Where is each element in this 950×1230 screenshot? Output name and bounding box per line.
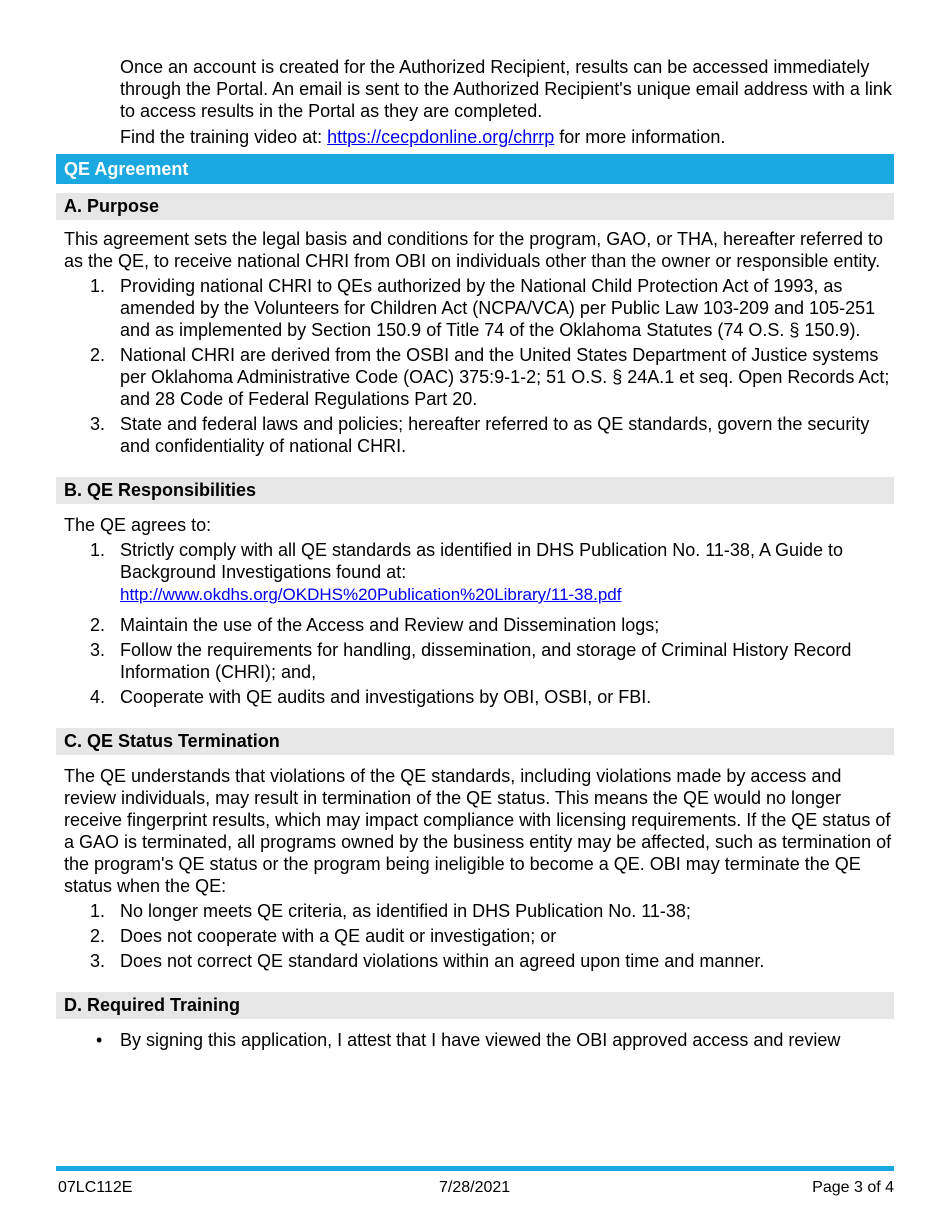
list-text <box>120 539 894 606</box>
list-number: 1. <box>90 276 106 296</box>
list-text: No longer meets QE criteria, as identified in DHS Publication No. 11-38; <box>120 901 691 921</box>
list-number: 2. <box>90 615 106 635</box>
purpose-heading: A. Purpose <box>56 193 894 220</box>
page-footer <box>56 1178 894 1198</box>
list-text: By signing this application, I attest that I have viewed the OBI approved access and review <box>120 1030 841 1050</box>
training-video-paragraph <box>120 126 894 148</box>
list-item <box>56 275 894 341</box>
list-item <box>56 925 894 947</box>
list-item <box>56 686 894 708</box>
termination-heading: C. QE Status Termination <box>56 728 894 755</box>
footer-date: 7/28/2021 <box>439 1179 511 1196</box>
responsibilities-list <box>56 539 894 708</box>
list-number: 2. <box>90 345 106 365</box>
list-item <box>56 639 894 683</box>
list-item <box>56 1029 894 1051</box>
footer-form-id: 07LC112E <box>58 1179 133 1196</box>
bullet-icon: • <box>96 1030 103 1050</box>
qe-agreement-header: QE Agreement <box>56 154 894 184</box>
list-item <box>56 900 894 922</box>
list-number: 4. <box>90 687 106 707</box>
list-text: Providing national CHRI to QEs authorized by the National Child Protection Act of 1993, as amended by the Volunteers for Children Act (NCPA/VCA) per Public Law 103-209 and 105-251 and as implemented by Section 150.9 of Title 74 of the Oklahoma Statutes (74 O.S. § 150.9). <box>120 276 876 340</box>
training-video-link[interactable]: https://cecpdonline.org/chrrp <box>327 127 555 147</box>
footer-page-number: Page 3 of 4 <box>812 1179 894 1196</box>
footer-divider <box>56 1166 894 1171</box>
list-item <box>56 413 894 457</box>
training-heading: D. Required Training <box>56 992 894 1019</box>
list-number: 3. <box>90 414 106 434</box>
list-item <box>56 950 894 972</box>
purpose-text: This agreement sets the legal basis and conditions for the program, GAO, or THA, hereafter referred to as the QE, to receive national CHRI from OBI on individuals other than the owner or responsible entity. <box>64 229 884 271</box>
responsibilities-intro: The QE agrees to: <box>64 515 212 535</box>
termination-text: The QE understands that violations of the QE standards, including violations made by access and review individuals, may result in termination of the QE status. This means the QE would no longer receive fingerprint results, which may impact compliance with licensing requirements. If the QE status of a GAO is terminated, all programs owned by the business entity may be affected, such as termination of the program's QE status or the program being ineligible to become a QE. OBI may terminate the QE status when the QE: <box>64 766 892 896</box>
list-number: 3. <box>90 640 106 660</box>
list-item <box>56 539 894 606</box>
intro-paragraph: Once an account is created for the Authorized Recipient, results can be accessed immediately through the Portal. An email is sent to the Authorized Recipient's unique email address with a link to access results in the Portal as they are completed. <box>120 57 892 121</box>
list-text: State and federal laws and policies; hereafter referred to as QE standards, govern the security and confidentiality of national CHRI. <box>120 414 870 456</box>
list-text: Cooperate with QE audits and investigations by OBI, OSBI, or FBI. <box>120 687 652 707</box>
list-item <box>56 344 894 410</box>
purpose-list <box>56 275 894 457</box>
training-list <box>56 1029 894 1051</box>
list-text: National CHRI are derived from the OSBI and the United States Department of Justice systems per Oklahoma Administrative Code (OAC) 375:9-1-2; 51 O.S. § 24A.1 et seq. Open Records Act; and 28 Code of Federal Regulations Part 20. <box>120 345 890 409</box>
list-number: 1. <box>90 901 106 921</box>
termination-list <box>56 900 894 972</box>
list-number: 2. <box>90 926 106 946</box>
list-text: Follow the requirements for handling, dissemination, and storage of Criminal History Record Information (CHRI); and, <box>120 640 852 682</box>
dhs-publication-link[interactable]: http://www.okdhs.org/OKDHS%20Publication%20Library/11-38.pdf <box>120 585 622 604</box>
list-number: 1. <box>90 540 106 560</box>
list-text: Does not cooperate with a QE audit or investigation; or <box>120 926 557 946</box>
list-number: 3. <box>90 951 106 971</box>
list-text: Maintain the use of the Access and Review and Dissemination logs; <box>120 615 660 635</box>
list-text-main: Strictly comply with all QE standards as identified in DHS Publication No. 11-38, A Guide to Background Investigations found at: <box>120 540 844 582</box>
list-text: Does not correct QE standard violations within an agreed upon time and manner. <box>120 951 765 971</box>
intro-section <box>56 56 894 148</box>
list-item <box>56 614 894 636</box>
training-video-suffix: for more information. <box>554 127 726 147</box>
document-page <box>56 56 894 1051</box>
responsibilities-heading: B. QE Responsibilities <box>56 477 894 504</box>
training-video-prefix: Find the training video at: <box>120 127 328 147</box>
